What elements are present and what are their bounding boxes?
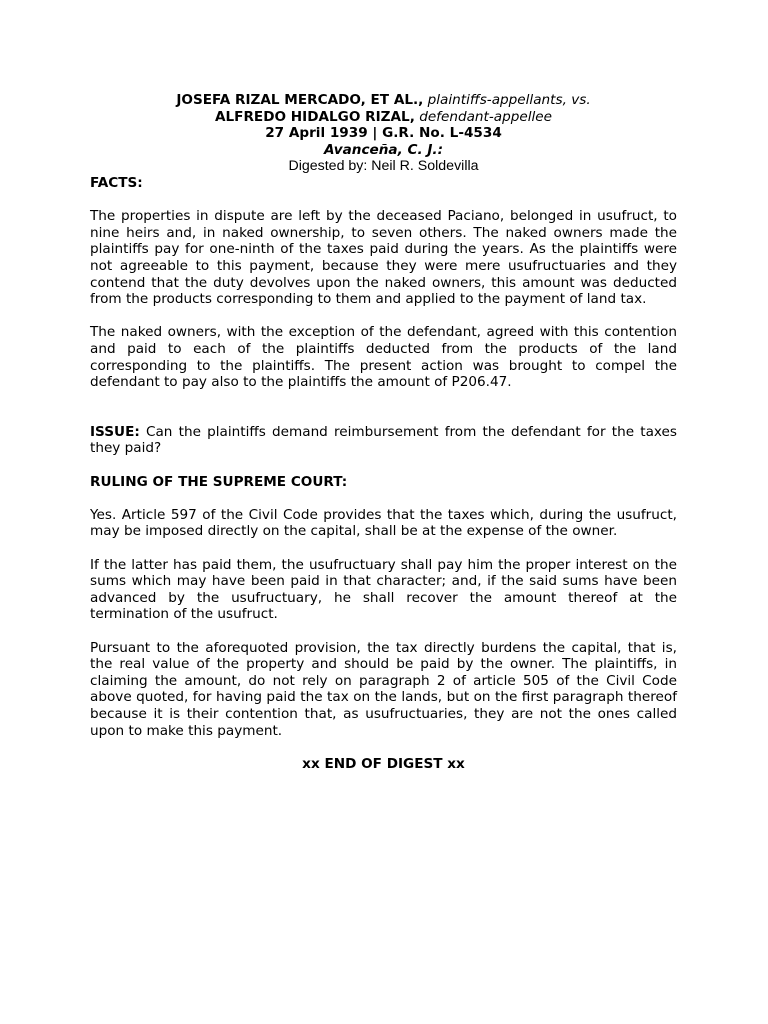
spacer xyxy=(90,457,677,474)
plaintiffs-role: plaintiffs-appellants, vs. xyxy=(427,92,591,108)
ruling-paragraph-3: Pursuant to the aforequoted provision, the tax directly burdens the capital, that is, the real value of the property and should be paid by the owner. The plaintiffs, in claiming the amount, do not rely on paragraph 2 of article 505 of the Civil Code above quoted, for having paid the tax on the lands, but on the first paragraph thereof because it is their contention that, as usufructuaries, they are not the ones called upon to make this payment. xyxy=(90,639,677,739)
spacer xyxy=(90,739,677,756)
case-title-line-1 xyxy=(90,92,677,109)
ruling-paragraph-2: If the latter has paid them, the usufructuary shall pay him the proper interest on the sums which may have been paid in that character; and, if the said sums have been advanced by the usufructuary, he shall recover the amount thereof at the termination of the usufruct. xyxy=(90,556,677,623)
issue-label: ISSUE: xyxy=(90,423,140,440)
facts-heading: FACTS: xyxy=(90,174,143,191)
case-title-line-2 xyxy=(90,109,677,126)
spacer xyxy=(90,192,677,209)
defendant-role: defendant-appellee xyxy=(419,108,552,125)
digest-author: Digested by: Neil R. Soldevilla xyxy=(288,158,479,175)
end-of-digest: xx END OF DIGEST xx xyxy=(302,755,465,772)
issue-text: Can the plaintiffs demand reimbursement from the defendant for the taxes they paid? xyxy=(90,423,677,457)
facts-paragraph-1: The properties in dispute are left by the deceased Paciano, belonged in usufruct, to nine heirs and, in naked ownership, to seven others. The naked owners made the plaintiffs pay for one-ninth of the taxes paid during the years. As the plaintiffs were not agreeable to this payment, because they were mere usufructuaries and they contend that the duty devolves upon the naked owners, this amount was deducted from the products corresponding to them and applied to the payment of land tax. xyxy=(90,208,677,308)
defendant-name: ALFREDO HIDALGO RIZAL, xyxy=(214,108,415,125)
spacer xyxy=(90,490,677,507)
ruling-paragraph-1: Yes. Article 597 of the Civil Code provides that the taxes which, during the usufruct, may be imposed directly on the capital, shall be at the expense of the owner. xyxy=(90,506,677,540)
ruling-heading: RULING OF THE SUPREME COURT: xyxy=(90,473,348,490)
ponente: Avanceña, C. J.: xyxy=(323,141,444,158)
issue-paragraph xyxy=(90,424,677,457)
spacer xyxy=(90,391,677,424)
spacer xyxy=(90,308,677,325)
document-page xyxy=(90,92,677,772)
case-date-number: 27 April 1939 | G.R. No. L-4534 xyxy=(265,125,502,142)
spacer xyxy=(90,540,677,557)
spacer xyxy=(90,623,677,640)
facts-paragraph-2: The naked owners, with the exception of the defendant, agreed with this contention and paid to each of the plaintiffs deducted from the products of the land corresponding to the plaintiffs. The present action was brought to compel the defendant to pay also to the plaintiffs the amount of P206.47. xyxy=(90,324,677,391)
plaintiffs-name: JOSEFA RIZAL MERCADO, ET AL., xyxy=(176,92,424,108)
